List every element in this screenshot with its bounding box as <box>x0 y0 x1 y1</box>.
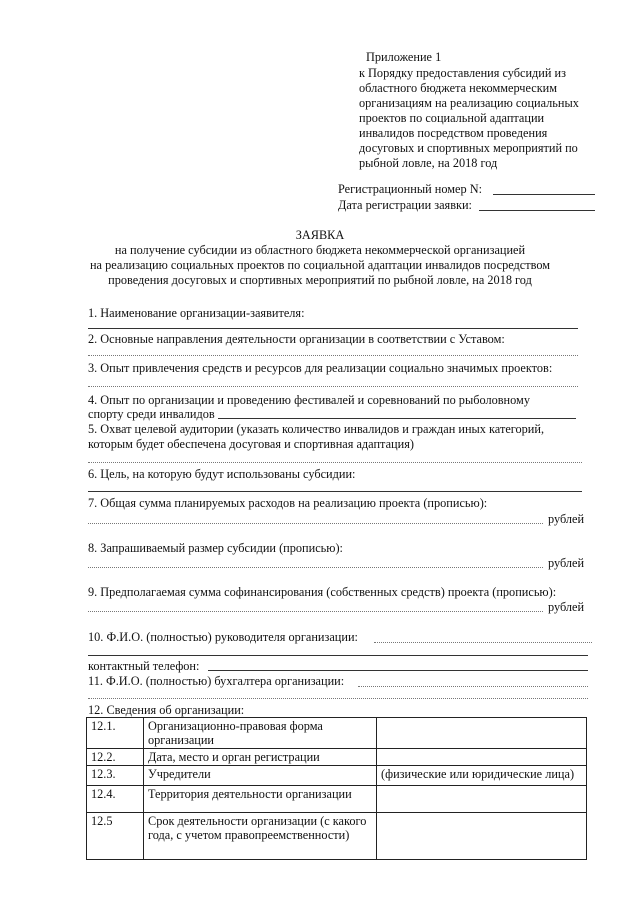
row-value[interactable] <box>377 786 587 813</box>
item-4-field[interactable] <box>218 418 576 419</box>
item-7-currency: рублей <box>548 512 585 526</box>
item-8-currency: рублей <box>548 556 585 570</box>
form-subtitle-line: на получение субсидии из областного бюджета некоммерческой организацией <box>114 243 526 257</box>
registration-date-label: Дата регистрации заявки: <box>338 198 472 212</box>
item-5-label: 5. Охват целевой аудитории (указать количество инвалидов и граждан иных категорий, <box>88 422 545 436</box>
appendix-line: проектов по социальной адаптации <box>359 111 545 125</box>
phone-label: контактный телефон: <box>88 659 200 673</box>
appendix-line: досуговых и спортивных мероприятий по <box>359 141 578 155</box>
item-6-label: 6. Цель, на которую будут использованы субсидии: <box>88 467 356 481</box>
row-value[interactable] <box>377 749 587 766</box>
phone-field[interactable] <box>208 670 588 671</box>
item-3-label: 3. Опыт привлечения средств и ресурсов для реализации социально значимых проектов: <box>88 361 553 375</box>
form-subtitle-line: на реализацию социальных проектов по социальной адаптации инвалидов посредством <box>89 258 551 272</box>
registration-number-field[interactable] <box>493 194 595 195</box>
item-5-label-cont: которым будет обеспечена досуговая и спортивная адаптация) <box>88 437 414 451</box>
appendix-line: к Порядку предоставления субсидий из <box>359 66 566 80</box>
item-9-label: 9. Предполагаемая сумма софинансирования (собственных средств) проекта (прописью): <box>88 585 557 599</box>
registration-number-label: Регистрационный номер N: <box>338 182 482 196</box>
item-11-field-cont[interactable] <box>88 698 588 699</box>
row-number: 12.5 <box>87 813 144 860</box>
item-10-field-cont[interactable] <box>88 655 588 656</box>
organization-info-table <box>86 717 587 860</box>
item-10-field[interactable] <box>374 642 592 643</box>
table-row <box>87 718 587 749</box>
item-8-field[interactable] <box>88 567 543 568</box>
row-number: 12.2. <box>87 749 144 766</box>
item-10-label: 10. Ф.И.О. (полностью) руководителя организации: <box>88 630 358 644</box>
item-2-field[interactable] <box>88 355 578 356</box>
row-number: 12.3. <box>87 766 144 786</box>
registration-date-field[interactable] <box>479 210 595 211</box>
row-label: Учредители <box>144 766 377 786</box>
row-label: Территория деятельности организации <box>144 786 377 813</box>
item-9-field[interactable] <box>88 611 543 612</box>
item-5-field[interactable] <box>88 462 582 463</box>
table-row <box>87 813 587 860</box>
item-11-field[interactable] <box>358 686 588 687</box>
row-number: 12.1. <box>87 718 144 749</box>
form-title: ЗАЯВКА <box>295 228 345 242</box>
appendix-title: Приложение 1 <box>366 50 442 64</box>
appendix-line: областного бюджета некоммерческим <box>359 81 558 95</box>
row-number: 12.4. <box>87 786 144 813</box>
appendix-line: рыбной ловле, на 2018 год <box>359 156 498 170</box>
item-3-field[interactable] <box>88 386 578 387</box>
item-4-label-cont: спорту среди инвалидов <box>88 407 215 421</box>
item-7-label: 7. Общая сумма планируемых расходов на реализацию проекта (прописью): <box>88 496 488 510</box>
item-9-currency: рублей <box>548 600 585 614</box>
row-value[interactable] <box>377 718 587 749</box>
item-6-field[interactable] <box>88 491 582 492</box>
item-4-label: 4. Опыт по организации и проведению фестивалей и соревнований по рыболовному <box>88 393 530 407</box>
row-label: Срок деятельности организации (с какого года, с учетом правопреемственности) <box>144 813 377 860</box>
item-12-label: 12. Сведения об организации: <box>88 703 245 717</box>
row-value[interactable] <box>377 813 587 860</box>
table-row <box>87 786 587 813</box>
table-row <box>87 766 587 786</box>
item-7-field[interactable] <box>88 523 543 524</box>
row-value[interactable]: (физические или юридические лица) <box>377 766 587 786</box>
row-label: Организационно-правовая форма организации <box>144 718 377 749</box>
item-11-label: 11. Ф.И.О. (полностью) бухгалтера организации: <box>88 674 345 688</box>
item-1-field[interactable] <box>88 328 578 329</box>
appendix-line: инвалидов посредством проведения <box>359 126 548 140</box>
appendix-line: организациям на реализацию социальных <box>359 96 579 110</box>
item-1-label: 1. Наименование организации-заявителя: <box>88 306 305 320</box>
table-row <box>87 749 587 766</box>
row-label: Дата, место и орган регистрации <box>144 749 377 766</box>
item-2-label: 2. Основные направления деятельности организации в соответствии с Уставом: <box>88 332 505 346</box>
form-subtitle-line: проведения досуговых и спортивных мероприятий по рыбной ловле, на 2018 год <box>108 273 532 287</box>
item-8-label: 8. Запрашиваемый размер субсидии (прописью): <box>88 541 343 555</box>
